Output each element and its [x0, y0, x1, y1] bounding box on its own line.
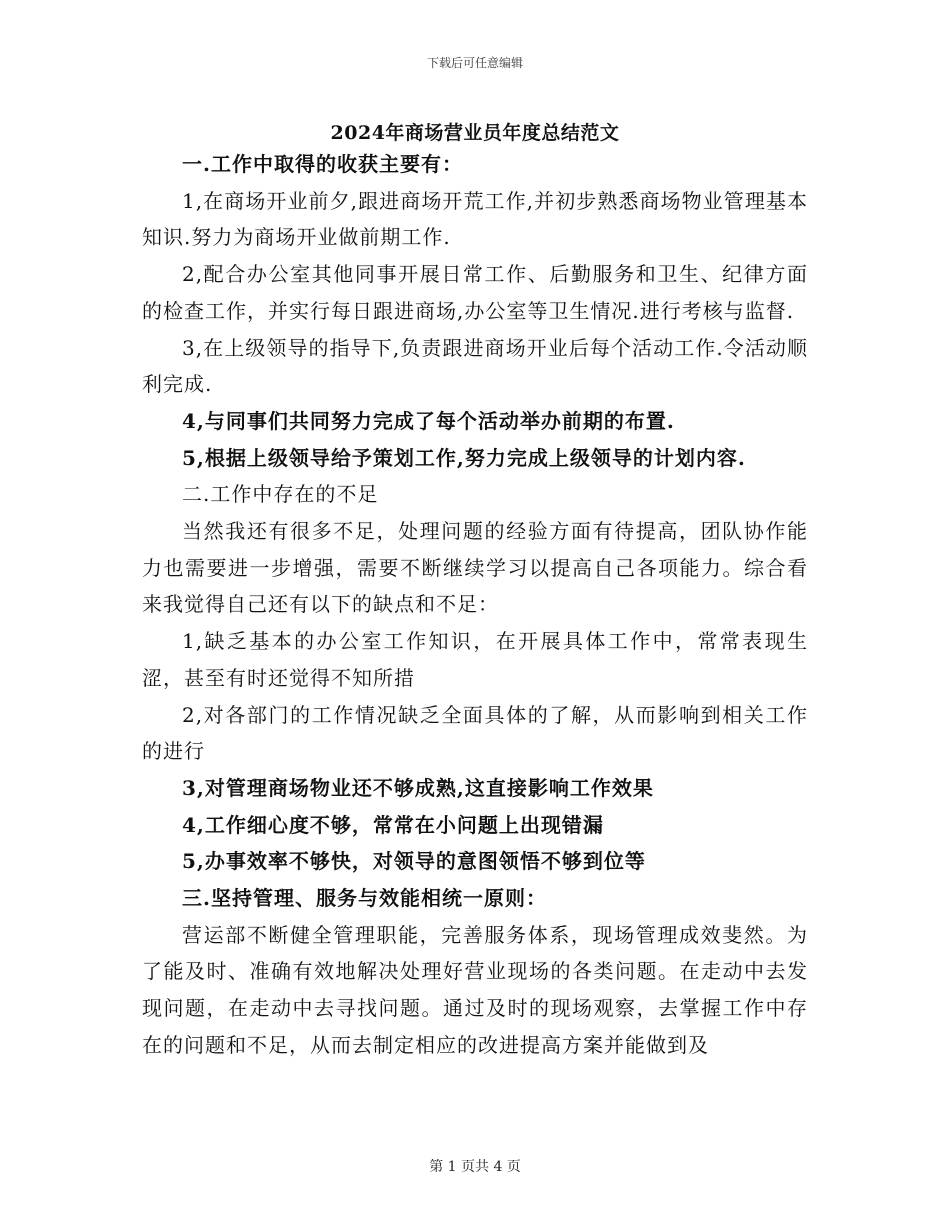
paragraph: 4,与同事们共同努力完成了每个活动举办前期的布置.: [182, 408, 675, 433]
paragraph: 2,对各部门的工作情况缺乏全面具体的了解，从而影响到相关工作的进行: [142, 702, 808, 764]
paragraph: 1,缺乏基本的办公室工作知识，在开展具体工作中，常常表现生涩，甚至有时还觉得不知所措: [142, 629, 808, 690]
paragraph: 当然我还有很多不足，处理问题的经验方面有待提高，团队协作能力也需要进一步增强，需要不断继续学习以提高自己各项能力。综合看来我觉得自己还有以下的缺点和不足：: [142, 519, 808, 617]
paragraph: 营运部不断健全管理职能，完善服务体系，现场管理成效斐然。为了能及时、准确有效地解决处理好营业现场的各类问题。在走动中去发现问题，在走动中去寻找问题。通过及时的现场观察，去掌握工作中存在的问题和不足，从而去制定相应的改进提高方案并能做到及: [142, 922, 808, 1057]
paragraph: 3,对管理商场物业还不够成熟,这直接影响工作效果: [182, 775, 654, 800]
section-heading-gains: 一.工作中取得的收获主要有：: [182, 152, 463, 176]
document-body: [142, 146, 808, 1064]
paragraph: 2,配合办公室其他同事开展日常工作、后勤服务和卫生、纪律方面的检查工作，并实行每日跟进商场,办公室等卫生情况.进行考核与监督.: [142, 262, 808, 323]
paragraph: 5,根据上级领导给予策划工作,努力完成上级领导的计划内容.: [182, 445, 746, 470]
paragraph: 5,办事效率不够快，对领导的意图领悟不够到位等: [182, 849, 646, 874]
page-footer: 第 1 页共 4 页: [429, 1159, 521, 1175]
document-title: 2024年商场营业员年度总结范文: [330, 122, 620, 144]
paragraph: 4,工作细心度不够，常常在小问题上出现错漏: [182, 812, 604, 837]
section-heading-principle: 三.坚持管理、服务与效能相统一原则：: [182, 886, 547, 911]
section-heading-shortcomings: 二.工作中存在的不足: [182, 482, 379, 507]
paragraph: 1,在商场开业前夕,跟进商场开荒工作,并初步熟悉商场物业管理基本知识.努力为商场开业做前期工作.: [142, 188, 808, 250]
page-header: 下载后可任意编辑: [426, 56, 523, 70]
paragraph: 3,在上级领导的指导下,负责跟进商场开业后每个活动工作.令活动顺利完成.: [142, 335, 808, 397]
